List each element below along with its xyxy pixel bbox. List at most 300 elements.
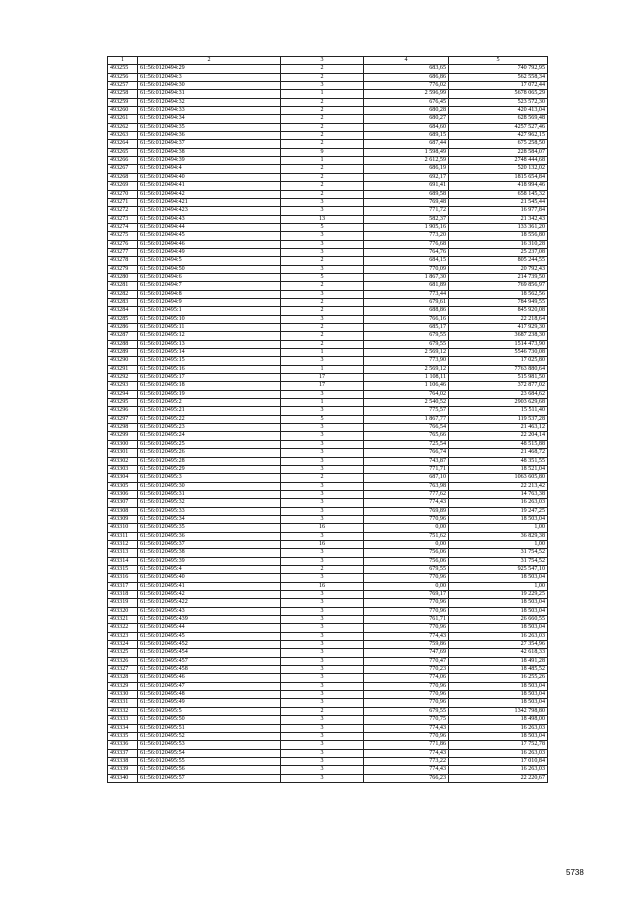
row-number-cell: 493334: [108, 724, 138, 732]
value-cell: 769 856,97: [449, 282, 548, 290]
cadastral-number-cell: 61:56:0120494:45: [138, 232, 281, 240]
area-cell: 770,96: [364, 515, 449, 523]
cadastral-number-cell: 61:56:0120495:53: [138, 741, 281, 749]
row-number-cell: 493328: [108, 674, 138, 682]
cadastral-number-cell: 61:56:0120494:50: [138, 265, 281, 273]
cadastral-number-cell: 61:56:0120494:36: [138, 132, 281, 140]
table-row: [108, 365, 548, 373]
cadastral-number-cell: 61:56:0120495:458: [138, 666, 281, 674]
value-cell: 925 547,10: [449, 565, 548, 573]
cadastral-number-cell: 61:56:0120495:21: [138, 407, 281, 415]
group-cell: 5: [281, 415, 364, 423]
row-number-cell: 493327: [108, 666, 138, 674]
table-row: [108, 223, 548, 231]
table-row: [108, 515, 548, 523]
table-row: [108, 532, 548, 540]
table-row: [108, 457, 548, 465]
cadastral-number-cell: 61:56:0120495:454: [138, 649, 281, 657]
group-cell: 2: [281, 123, 364, 131]
area-cell: 2 596,99: [364, 90, 449, 98]
row-number-cell: 493269: [108, 182, 138, 190]
group-cell: 3: [281, 424, 364, 432]
row-number-cell: 493333: [108, 716, 138, 724]
group-cell: 1: [281, 157, 364, 165]
area-cell: 679,61: [364, 298, 449, 306]
area-cell: 685,17: [364, 324, 449, 332]
row-number-cell: 493266: [108, 157, 138, 165]
cadastral-number-cell: 61:56:0120495:45: [138, 632, 281, 640]
value-cell: 133 361,20: [449, 223, 548, 231]
group-cell: 3: [281, 240, 364, 248]
table-row: [108, 382, 548, 390]
row-number-cell: 493273: [108, 215, 138, 223]
group-cell: 3: [281, 649, 364, 657]
row-number-cell: 493295: [108, 399, 138, 407]
cadastral-number-cell: 61:56:0120495:23: [138, 424, 281, 432]
cadastral-number-cell: 61:56:0120495:12: [138, 332, 281, 340]
group-cell: 3: [281, 515, 364, 523]
table-row: [108, 415, 548, 423]
value-cell: 21 342,43: [449, 215, 548, 223]
table-row: [108, 173, 548, 181]
cadastral-number-cell: 61:56:0120494:7: [138, 282, 281, 290]
row-number-cell: 493302: [108, 457, 138, 465]
value-cell: 417 929,30: [449, 324, 548, 332]
area-cell: 774,43: [364, 749, 449, 757]
cadastral-number-cell: 61:56:0120494:31: [138, 90, 281, 98]
area-cell: 2 612,59: [364, 157, 449, 165]
row-number-cell: 493324: [108, 641, 138, 649]
group-cell: 3: [281, 774, 364, 782]
cadastral-number-cell: 61:56:0120494:32: [138, 98, 281, 106]
cadastral-number-cell: 61:56:0120495:34: [138, 515, 281, 523]
cadastral-number-cell: 61:56:0120494:3: [138, 73, 281, 81]
cadastral-number-cell: 61:56:0120495:10: [138, 315, 281, 323]
group-cell: 17: [281, 374, 364, 382]
cadastral-number-cell: 61:56:0120495:35: [138, 524, 281, 532]
cadastral-number-cell: 61:56:0120495:457: [138, 657, 281, 665]
group-cell: 3: [281, 357, 364, 365]
group-cell: 17: [281, 382, 364, 390]
row-number-cell: 493293: [108, 382, 138, 390]
row-number-cell: 493257: [108, 82, 138, 90]
area-cell: 1 106,46: [364, 382, 449, 390]
group-cell: 3: [281, 207, 364, 215]
cadastral-number-cell: 61:56:0120495:37: [138, 540, 281, 548]
table-row: [108, 440, 548, 448]
area-cell: 1 905,16: [364, 223, 449, 231]
cadastral-number-cell: 61:56:0120495:56: [138, 766, 281, 774]
group-cell: 2: [281, 140, 364, 148]
value-cell: 16 255,26: [449, 674, 548, 682]
group-cell: 2: [281, 173, 364, 181]
table-row: [108, 724, 548, 732]
row-number-cell: 493316: [108, 574, 138, 582]
value-cell: 48 515,88: [449, 440, 548, 448]
area-cell: 1 867,77: [364, 415, 449, 423]
area-cell: 766,74: [364, 449, 449, 457]
table-row: [108, 490, 548, 498]
table-row: [108, 666, 548, 674]
cadastral-number-cell: 61:56:0120494:49: [138, 248, 281, 256]
table-row: [108, 298, 548, 306]
cadastral-number-cell: 61:56:0120495:48: [138, 691, 281, 699]
table-header-row: [108, 57, 548, 65]
area-cell: 770,23: [364, 666, 449, 674]
area-cell: 771,86: [364, 741, 449, 749]
group-cell: 16: [281, 524, 364, 532]
cadastral-number-cell: 61:56:0120495:31: [138, 490, 281, 498]
value-cell: 1342 798,80: [449, 707, 548, 715]
row-number-cell: 493288: [108, 340, 138, 348]
group-cell: 2: [281, 565, 364, 573]
value-cell: 22 204,14: [449, 432, 548, 440]
area-cell: 769,48: [364, 198, 449, 206]
table-row: [108, 315, 548, 323]
cadastral-number-cell: 61:56:0120494:39: [138, 157, 281, 165]
value-cell: 658 145,32: [449, 190, 548, 198]
value-cell: 119 537,28: [449, 415, 548, 423]
group-cell: 3: [281, 757, 364, 765]
table-row: [108, 332, 548, 340]
group-cell: 3: [281, 198, 364, 206]
row-number-cell: 493336: [108, 741, 138, 749]
area-cell: 773,90: [364, 357, 449, 365]
cadastral-number-cell: 61:56:0120495:49: [138, 699, 281, 707]
row-number-cell: 493339: [108, 766, 138, 774]
table-row: [108, 257, 548, 265]
row-number-cell: 493274: [108, 223, 138, 231]
table-row: [108, 449, 548, 457]
table-row: [108, 340, 548, 348]
table-row: [108, 641, 548, 649]
value-cell: 7763 880,64: [449, 365, 548, 373]
table-row: [108, 73, 548, 81]
row-number-cell: 493267: [108, 165, 138, 173]
table-row: [108, 265, 548, 273]
area-cell: 770,75: [364, 716, 449, 724]
value-cell: 515 981,50: [449, 374, 548, 382]
row-number-cell: 493309: [108, 515, 138, 523]
cadastral-number-cell: 61:56:0120494:6: [138, 273, 281, 281]
table-row: [108, 65, 548, 73]
area-cell: 756,06: [364, 557, 449, 565]
table-row: [108, 207, 548, 215]
table-row: [108, 557, 548, 565]
area-cell: 770,96: [364, 607, 449, 615]
area-cell: 773,22: [364, 757, 449, 765]
area-cell: 691,41: [364, 182, 449, 190]
value-cell: 1514 473,90: [449, 340, 548, 348]
value-cell: 18 503,04: [449, 699, 548, 707]
table-row: [108, 374, 548, 382]
cadastral-number-cell: 61:56:0120494:421: [138, 198, 281, 206]
area-cell: 751,62: [364, 532, 449, 540]
value-cell: 16 977,84: [449, 207, 548, 215]
value-cell: 784 949,55: [449, 298, 548, 306]
page-number: 5738: [566, 868, 584, 877]
row-number-cell: 493306: [108, 490, 138, 498]
row-number-cell: 493304: [108, 474, 138, 482]
group-cell: 3: [281, 691, 364, 699]
value-cell: 22 220,67: [449, 774, 548, 782]
value-cell: 18 562,56: [449, 290, 548, 298]
cadastral-number-cell: 61:56:0120495:57: [138, 774, 281, 782]
value-cell: 17 010,84: [449, 757, 548, 765]
table-row: [108, 616, 548, 624]
group-cell: 3: [281, 591, 364, 599]
table-row: [108, 273, 548, 281]
area-cell: 774,43: [364, 724, 449, 732]
value-cell: 18 521,04: [449, 465, 548, 473]
value-cell: 27 354,96: [449, 641, 548, 649]
group-cell: 3: [281, 632, 364, 640]
group-cell: 2: [281, 73, 364, 81]
group-cell: 16: [281, 540, 364, 548]
value-cell: 31 754,52: [449, 549, 548, 557]
area-cell: 2 540,52: [364, 399, 449, 407]
group-cell: 2: [281, 474, 364, 482]
table-row: [108, 716, 548, 724]
cadastral-number-cell: 61:56:0120495:2: [138, 399, 281, 407]
value-cell: 372 877,02: [449, 382, 548, 390]
value-cell: 18 503,04: [449, 732, 548, 740]
value-cell: 523 572,30: [449, 98, 548, 106]
area-cell: 770,96: [364, 682, 449, 690]
cadastral-number-cell: 61:56:0120494:4: [138, 165, 281, 173]
value-cell: 48 351,55: [449, 457, 548, 465]
group-cell: 2: [281, 182, 364, 190]
value-cell: 805 244,55: [449, 257, 548, 265]
cadastral-number-cell: 61:56:0120495:42: [138, 591, 281, 599]
area-cell: 2 569,12: [364, 365, 449, 373]
row-number-cell: 493330: [108, 691, 138, 699]
group-cell: 3: [281, 407, 364, 415]
row-number-cell: 493318: [108, 591, 138, 599]
group-cell: 3: [281, 549, 364, 557]
row-number-cell: 493287: [108, 332, 138, 340]
area-cell: 681,89: [364, 282, 449, 290]
value-cell: 18 503,04: [449, 574, 548, 582]
group-cell: 1: [281, 399, 364, 407]
table-row: [108, 741, 548, 749]
table-row: [108, 649, 548, 657]
table-row: [108, 290, 548, 298]
group-cell: 3: [281, 732, 364, 740]
area-cell: 776,68: [364, 240, 449, 248]
cadastral-number-cell: 61:56:0120494:46: [138, 240, 281, 248]
cadastral-number-cell: 61:56:0120494:29: [138, 65, 281, 73]
table-row: [108, 399, 548, 407]
cadastral-number-cell: 61:56:0120494:33: [138, 107, 281, 115]
row-number-cell: 493300: [108, 440, 138, 448]
area-cell: 743,87: [364, 457, 449, 465]
cadastral-number-cell: 61:56:0120495:43: [138, 607, 281, 615]
area-cell: 684,60: [364, 123, 449, 131]
column-header: 2: [138, 57, 281, 65]
area-cell: 2 569,12: [364, 349, 449, 357]
group-cell: 3: [281, 82, 364, 90]
value-cell: 1,00: [449, 524, 548, 532]
group-cell: 2: [281, 98, 364, 106]
value-cell: 19 229,25: [449, 591, 548, 599]
group-cell: 3: [281, 290, 364, 298]
value-cell: 16 263,03: [449, 499, 548, 507]
cadastral-number-cell: 61:56:0120495:52: [138, 732, 281, 740]
cadastral-number-cell: 61:56:0120494:40: [138, 173, 281, 181]
group-cell: 2: [281, 307, 364, 315]
row-number-cell: 493271: [108, 198, 138, 206]
area-cell: 747,69: [364, 649, 449, 657]
value-cell: 21 463,12: [449, 424, 548, 432]
row-number-cell: 493326: [108, 657, 138, 665]
row-number-cell: 493272: [108, 207, 138, 215]
cadastral-number-cell: 61:56:0120495:54: [138, 749, 281, 757]
row-number-cell: 493284: [108, 307, 138, 315]
table-row: [108, 549, 548, 557]
value-cell: 675 258,50: [449, 140, 548, 148]
cadastral-number-cell: 61:56:0120495:452: [138, 641, 281, 649]
cadastral-number-cell: 61:56:0120495:30: [138, 482, 281, 490]
area-cell: 692,17: [364, 173, 449, 181]
area-cell: 686,19: [364, 165, 449, 173]
row-number-cell: 493260: [108, 107, 138, 115]
table-row: [108, 591, 548, 599]
row-number-cell: 493308: [108, 507, 138, 515]
area-cell: 776,02: [364, 82, 449, 90]
group-cell: 3: [281, 741, 364, 749]
group-cell: 3: [281, 449, 364, 457]
group-cell: 2: [281, 115, 364, 123]
area-cell: 765,66: [364, 432, 449, 440]
cadastral-number-cell: 61:56:0120495:16: [138, 365, 281, 373]
value-cell: 420 413,04: [449, 107, 548, 115]
table-row: [108, 766, 548, 774]
row-number-cell: 493301: [108, 449, 138, 457]
table-row: [108, 707, 548, 715]
value-cell: 418 994,46: [449, 182, 548, 190]
area-cell: 774,43: [364, 632, 449, 640]
group-cell: 2: [281, 65, 364, 73]
row-number-cell: 493281: [108, 282, 138, 290]
table-row: [108, 215, 548, 223]
value-cell: 1815 654,84: [449, 173, 548, 181]
cadastral-number-cell: 61:56:0120494:38: [138, 148, 281, 156]
area-cell: 769,89: [364, 507, 449, 515]
group-cell: 3: [281, 766, 364, 774]
group-cell: 3: [281, 482, 364, 490]
area-cell: 680,28: [364, 107, 449, 115]
row-number-cell: 493311: [108, 532, 138, 540]
group-cell: 3: [281, 499, 364, 507]
cadastral-number-cell: 61:56:0120495:4: [138, 565, 281, 573]
cadastral-number-cell: 61:56:0120495:422: [138, 599, 281, 607]
row-number-cell: 493314: [108, 557, 138, 565]
area-cell: 764,02: [364, 390, 449, 398]
table-row: [108, 248, 548, 256]
area-cell: 770,96: [364, 732, 449, 740]
row-number-cell: 493303: [108, 465, 138, 473]
row-number-cell: 493255: [108, 65, 138, 73]
table-row: [108, 90, 548, 98]
area-cell: 689,15: [364, 132, 449, 140]
value-cell: 15 511,40: [449, 407, 548, 415]
document-page: [107, 56, 547, 783]
area-cell: 770,96: [364, 574, 449, 582]
cadastral-number-cell: 61:56:0120495:1: [138, 307, 281, 315]
group-cell: 3: [281, 440, 364, 448]
row-number-cell: 493268: [108, 173, 138, 181]
group-cell: 2: [281, 332, 364, 340]
table-row: [108, 140, 548, 148]
cadastral-number-cell: 61:56:0120495:50: [138, 716, 281, 724]
area-cell: 688,86: [364, 307, 449, 315]
group-cell: 3: [281, 265, 364, 273]
group-cell: 3: [281, 490, 364, 498]
value-cell: 25 237,08: [449, 248, 548, 256]
area-cell: 759,86: [364, 641, 449, 649]
value-cell: 562 558,34: [449, 73, 548, 81]
row-number-cell: 493282: [108, 290, 138, 298]
row-number-cell: 493283: [108, 298, 138, 306]
row-number-cell: 493322: [108, 624, 138, 632]
value-cell: 1063 605,80: [449, 474, 548, 482]
value-cell: 5546 730,08: [449, 349, 548, 357]
value-cell: 228 584,07: [449, 148, 548, 156]
table-row: [108, 599, 548, 607]
table-row: [108, 682, 548, 690]
table-row: [108, 357, 548, 365]
table-row: [108, 115, 548, 123]
group-cell: 3: [281, 724, 364, 732]
area-cell: 773,44: [364, 290, 449, 298]
value-cell: 21 545,44: [449, 198, 548, 206]
column-header: 1: [108, 57, 138, 65]
group-cell: 3: [281, 674, 364, 682]
value-cell: 1,00: [449, 540, 548, 548]
cadastral-number-cell: 61:56:0120495:15: [138, 357, 281, 365]
group-cell: 3: [281, 315, 364, 323]
table-row: [108, 148, 548, 156]
table-row: [108, 749, 548, 757]
row-number-cell: 493317: [108, 582, 138, 590]
cadastral-number-cell: 61:56:0120495:5: [138, 707, 281, 715]
area-cell: 582,37: [364, 215, 449, 223]
value-cell: 2748 444,68: [449, 157, 548, 165]
cadastral-number-cell: 61:56:0120495:26: [138, 449, 281, 457]
table-row: [108, 582, 548, 590]
table-row: [108, 390, 548, 398]
group-cell: 2: [281, 340, 364, 348]
area-cell: 775,57: [364, 407, 449, 415]
row-number-cell: 493299: [108, 432, 138, 440]
cadastral-number-cell: 61:56:0120495:18: [138, 382, 281, 390]
cadastral-number-cell: 61:56:0120494:423: [138, 207, 281, 215]
row-number-cell: 493294: [108, 390, 138, 398]
value-cell: 2903 629,68: [449, 399, 548, 407]
row-number-cell: 493340: [108, 774, 138, 782]
value-cell: 18 503,04: [449, 682, 548, 690]
value-cell: 18 503,04: [449, 691, 548, 699]
group-cell: 3: [281, 716, 364, 724]
row-number-cell: 493278: [108, 257, 138, 265]
group-cell: 3: [281, 532, 364, 540]
cadastral-number-cell: 61:56:0120494:41: [138, 182, 281, 190]
cadastral-number-cell: 61:56:0120495:51: [138, 724, 281, 732]
row-number-cell: 493258: [108, 90, 138, 98]
table-row: [108, 165, 548, 173]
row-number-cell: 493312: [108, 540, 138, 548]
